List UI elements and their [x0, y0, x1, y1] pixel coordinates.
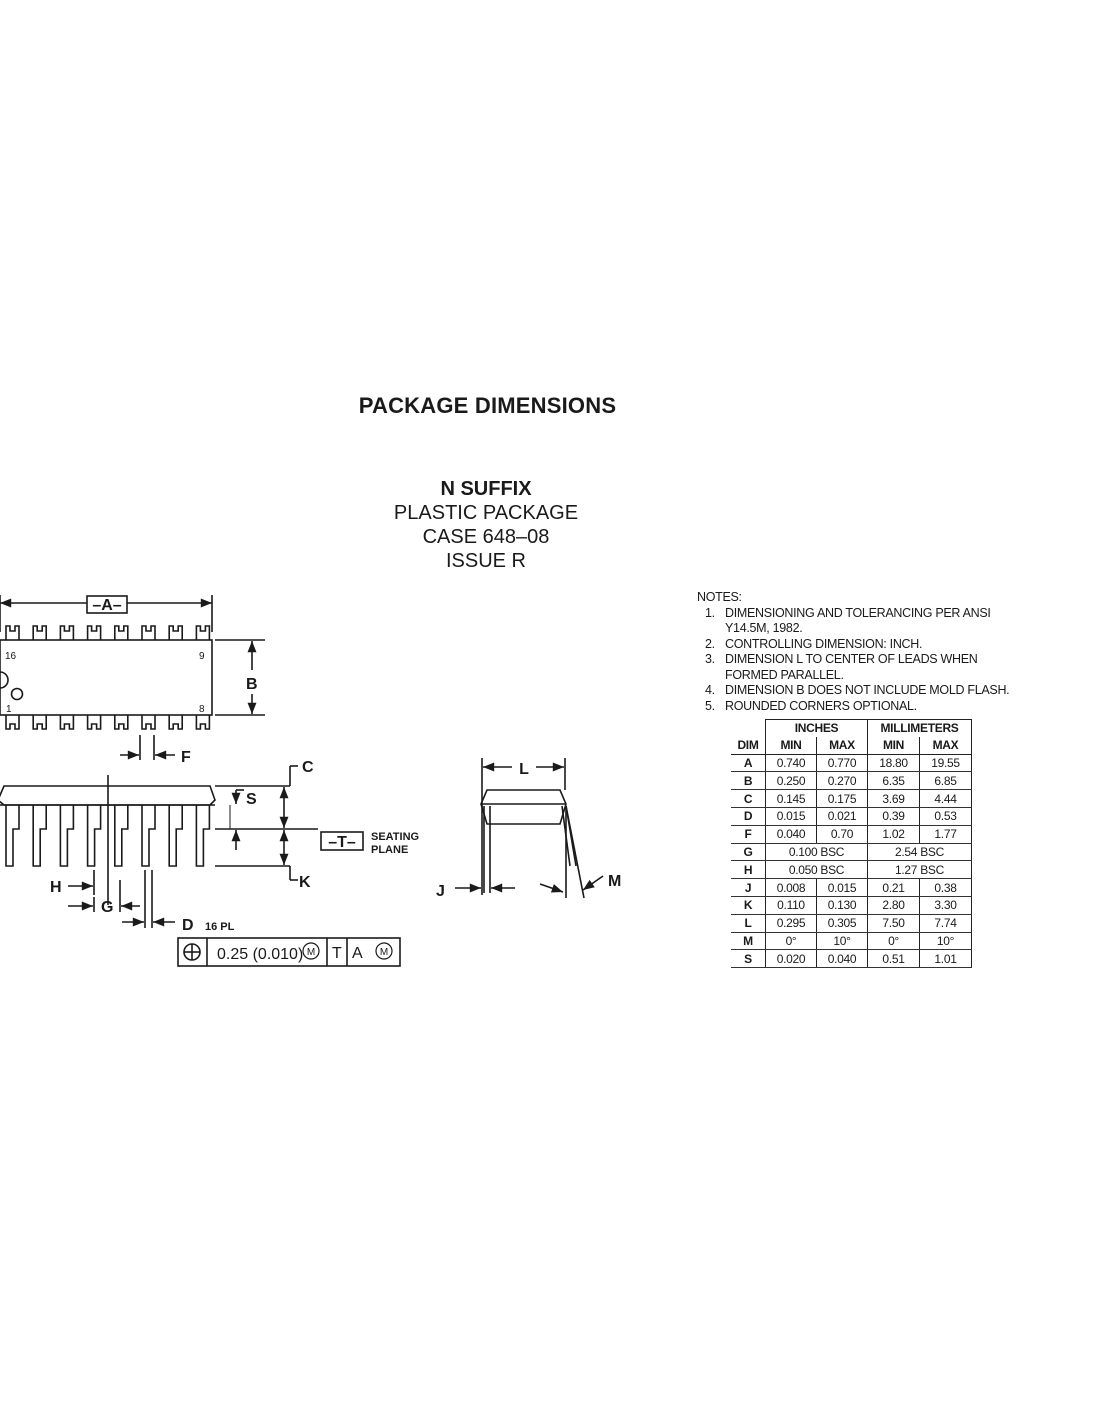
inch-min-cell: 0° — [766, 932, 817, 950]
dim-k-label: K — [299, 874, 311, 891]
dim-h-label: H — [50, 879, 62, 896]
tolerance-datum-t: T — [332, 945, 342, 962]
bottom-lead — [115, 715, 128, 729]
side-lead — [6, 805, 19, 866]
col-group-inches: INCHES — [766, 720, 868, 737]
note-number: 4. — [705, 683, 715, 697]
table-row — [731, 807, 972, 825]
table-row — [731, 754, 972, 772]
mm-bsc-cell: 1.27 BSC — [868, 861, 972, 879]
seating-label-1: SEATING — [371, 831, 420, 843]
dim-l-label: L — [519, 761, 529, 778]
notes-block — [697, 590, 1015, 714]
note-number: 5. — [705, 698, 715, 713]
note-text: DIMENSION L TO CENTER OF LEADS WHEN FORMED PARALLEL. — [725, 652, 978, 682]
dim-cell: D — [731, 807, 766, 825]
dim-cell: C — [731, 790, 766, 808]
note-item — [697, 699, 1015, 715]
col-in-max: MAX — [817, 737, 868, 754]
note-text: ROUNDED CORNERS OPTIONAL. — [725, 698, 917, 713]
dim-b-label: B — [246, 676, 258, 693]
dimensions-table — [731, 719, 972, 968]
table-row — [731, 950, 972, 968]
note-text: DIMENSIONING AND TOLERANCING PER ANSI Y14.5M, 1982. — [725, 605, 991, 635]
dim-s-label: S — [246, 791, 257, 808]
note-number: 2. — [705, 636, 715, 651]
inch-max-cell: 0.305 — [817, 914, 868, 932]
inch-min-cell: 0.110 — [766, 896, 817, 914]
package-case: CASE 648–08 — [422, 526, 550, 548]
col-mm-min: MIN — [868, 737, 920, 754]
datum-t-label: –T– — [328, 834, 356, 851]
note-item — [697, 637, 1015, 653]
col-mm-max: MAX — [920, 737, 972, 754]
dim-cell: H — [731, 861, 766, 879]
tolerance-datum-a: A — [352, 945, 363, 962]
dimensions-table-body — [731, 754, 972, 968]
dim-cell: K — [731, 896, 766, 914]
side-lead — [88, 805, 101, 866]
mmc-modifier-icon: M — [379, 947, 389, 958]
mm-max-cell: 1.77 — [920, 825, 972, 843]
pin-8-label: 8 — [199, 704, 205, 715]
package-issue: ISSUE R — [445, 550, 527, 572]
side-lead — [196, 805, 209, 866]
dim-d-qty: 16 PL — [205, 921, 235, 933]
table-row — [731, 825, 972, 843]
dim-cell: G — [731, 843, 766, 861]
bottom-lead — [169, 715, 182, 729]
pin-16-label: 16 — [5, 651, 17, 662]
note-number: 1. — [705, 605, 715, 620]
top-lead — [33, 626, 46, 640]
mm-max-cell: 1.01 — [920, 950, 972, 968]
dim-cell: M — [731, 932, 766, 950]
top-lead — [6, 626, 19, 640]
dim-d-label: D — [182, 917, 194, 934]
table-row — [731, 914, 972, 932]
pin1-dot — [12, 689, 23, 700]
mm-min-cell: 0.51 — [868, 950, 920, 968]
inch-min-cell: 0.020 — [766, 950, 817, 968]
note-item — [697, 652, 1015, 683]
inch-max-cell: 10° — [817, 932, 868, 950]
notes-list — [697, 606, 1015, 715]
top-leads — [6, 626, 209, 640]
bottom-lead — [6, 715, 19, 729]
table-row — [731, 932, 972, 950]
pin-9-label: 9 — [199, 651, 205, 662]
table-row — [731, 879, 972, 897]
mmc-modifier-icon: M — [306, 947, 316, 958]
table-row — [731, 861, 972, 879]
side-lead — [169, 805, 182, 866]
mm-min-cell: 2.80 — [868, 896, 920, 914]
end-lead-right — [562, 806, 576, 866]
inch-max-cell: 0.270 — [817, 772, 868, 790]
mm-max-cell: 4.44 — [920, 790, 972, 808]
top-lead — [88, 626, 101, 640]
col-dim: DIM — [731, 737, 766, 754]
package-type: PLASTIC PACKAGE — [393, 502, 579, 524]
col-group-mm: MILLIMETERS — [868, 720, 972, 737]
dim-cell: L — [731, 914, 766, 932]
seating-label-2: PLANE — [371, 844, 409, 856]
inch-bsc-cell: 0.100 BSC — [766, 843, 868, 861]
mm-max-cell: 0.38 — [920, 879, 972, 897]
table-row — [731, 772, 972, 790]
dim-f-label: F — [181, 749, 191, 766]
bottom-lead — [142, 715, 155, 729]
side-lead — [33, 805, 46, 866]
pin-1-label: 1 — [6, 704, 12, 715]
dim-g-label: G — [101, 899, 114, 916]
inch-min-cell: 0.015 — [766, 807, 817, 825]
top-lead — [169, 626, 182, 640]
inch-max-cell: 0.015 — [817, 879, 868, 897]
table-row — [731, 843, 972, 861]
inch-min-cell: 0.040 — [766, 825, 817, 843]
top-lead — [60, 626, 73, 640]
inch-min-cell: 0.008 — [766, 879, 817, 897]
end-view — [455, 758, 603, 898]
dim-cell: B — [731, 772, 766, 790]
mm-max-cell: 10° — [920, 932, 972, 950]
mm-min-cell: 1.02 — [868, 825, 920, 843]
side-lead — [60, 805, 73, 866]
dim-cell: F — [731, 825, 766, 843]
inch-max-cell: 0.130 — [817, 896, 868, 914]
mm-min-cell: 18.80 — [868, 754, 920, 772]
position-tolerance-icon: ⊕ — [192, 952, 193, 953]
dim-cell: A — [731, 754, 766, 772]
col-in-min: MIN — [766, 737, 817, 754]
top-lead — [196, 626, 209, 640]
bottom-lead — [196, 715, 209, 729]
package-body-top — [0, 640, 212, 715]
top-lead — [142, 626, 155, 640]
mm-min-cell: 7.50 — [868, 914, 920, 932]
bottom-leads — [6, 715, 209, 729]
pin1-notch — [0, 672, 8, 688]
note-item — [697, 606, 1015, 637]
package-suffix: N SUFFIX — [440, 478, 532, 500]
table-row — [731, 896, 972, 914]
side-view — [0, 766, 400, 966]
inch-max-cell: 0.021 — [817, 807, 868, 825]
bottom-lead — [33, 715, 46, 729]
bottom-lead — [60, 715, 73, 729]
dim-cell: S — [731, 950, 766, 968]
mm-max-cell: 3.30 — [920, 896, 972, 914]
inch-min-cell: 0.295 — [766, 914, 817, 932]
note-text: CONTROLLING DIMENSION: INCH. — [725, 636, 923, 651]
inch-max-cell: 0.70 — [817, 825, 868, 843]
mm-min-cell: 0.39 — [868, 807, 920, 825]
inch-max-cell: 0.040 — [817, 950, 868, 968]
note-item — [697, 683, 1015, 699]
side-lead — [115, 805, 128, 866]
page-title: PACKAGE DIMENSIONS — [358, 393, 617, 418]
dim-m-label: M — [608, 873, 622, 890]
top-lead — [115, 626, 128, 640]
mm-max-cell: 19.55 — [920, 754, 972, 772]
datum-a-label: –A– — [92, 597, 122, 614]
bottom-lead — [88, 715, 101, 729]
package-body-end — [481, 790, 566, 824]
inch-min-cell: 0.740 — [766, 754, 817, 772]
mm-max-cell: 0.53 — [920, 807, 972, 825]
dim-j-label: J — [436, 883, 445, 900]
side-lead — [142, 805, 155, 866]
note-number: 3. — [705, 652, 715, 666]
mm-max-cell: 6.85 — [920, 772, 972, 790]
top-view — [0, 595, 265, 760]
mm-max-cell: 7.74 — [920, 914, 972, 932]
inch-min-cell: 0.145 — [766, 790, 817, 808]
inch-bsc-cell: 0.050 BSC — [766, 861, 868, 879]
mm-min-cell: 6.35 — [868, 772, 920, 790]
mm-min-cell: 0.21 — [868, 879, 920, 897]
mm-min-cell: 0° — [868, 932, 920, 950]
mm-min-cell: 3.69 — [868, 790, 920, 808]
table-row — [731, 790, 972, 808]
inch-max-cell: 0.175 — [817, 790, 868, 808]
inch-min-cell: 0.250 — [766, 772, 817, 790]
dim-cell: J — [731, 879, 766, 897]
dim-c-label: C — [302, 759, 314, 776]
tolerance-value: 0.25 (0.010) — [217, 946, 304, 963]
mm-bsc-cell: 2.54 BSC — [868, 843, 972, 861]
inch-max-cell: 0.770 — [817, 754, 868, 772]
note-text: DIMENSION B DOES NOT INCLUDE MOLD FLASH. — [725, 683, 1010, 697]
notes-heading: NOTES: — [697, 590, 742, 604]
